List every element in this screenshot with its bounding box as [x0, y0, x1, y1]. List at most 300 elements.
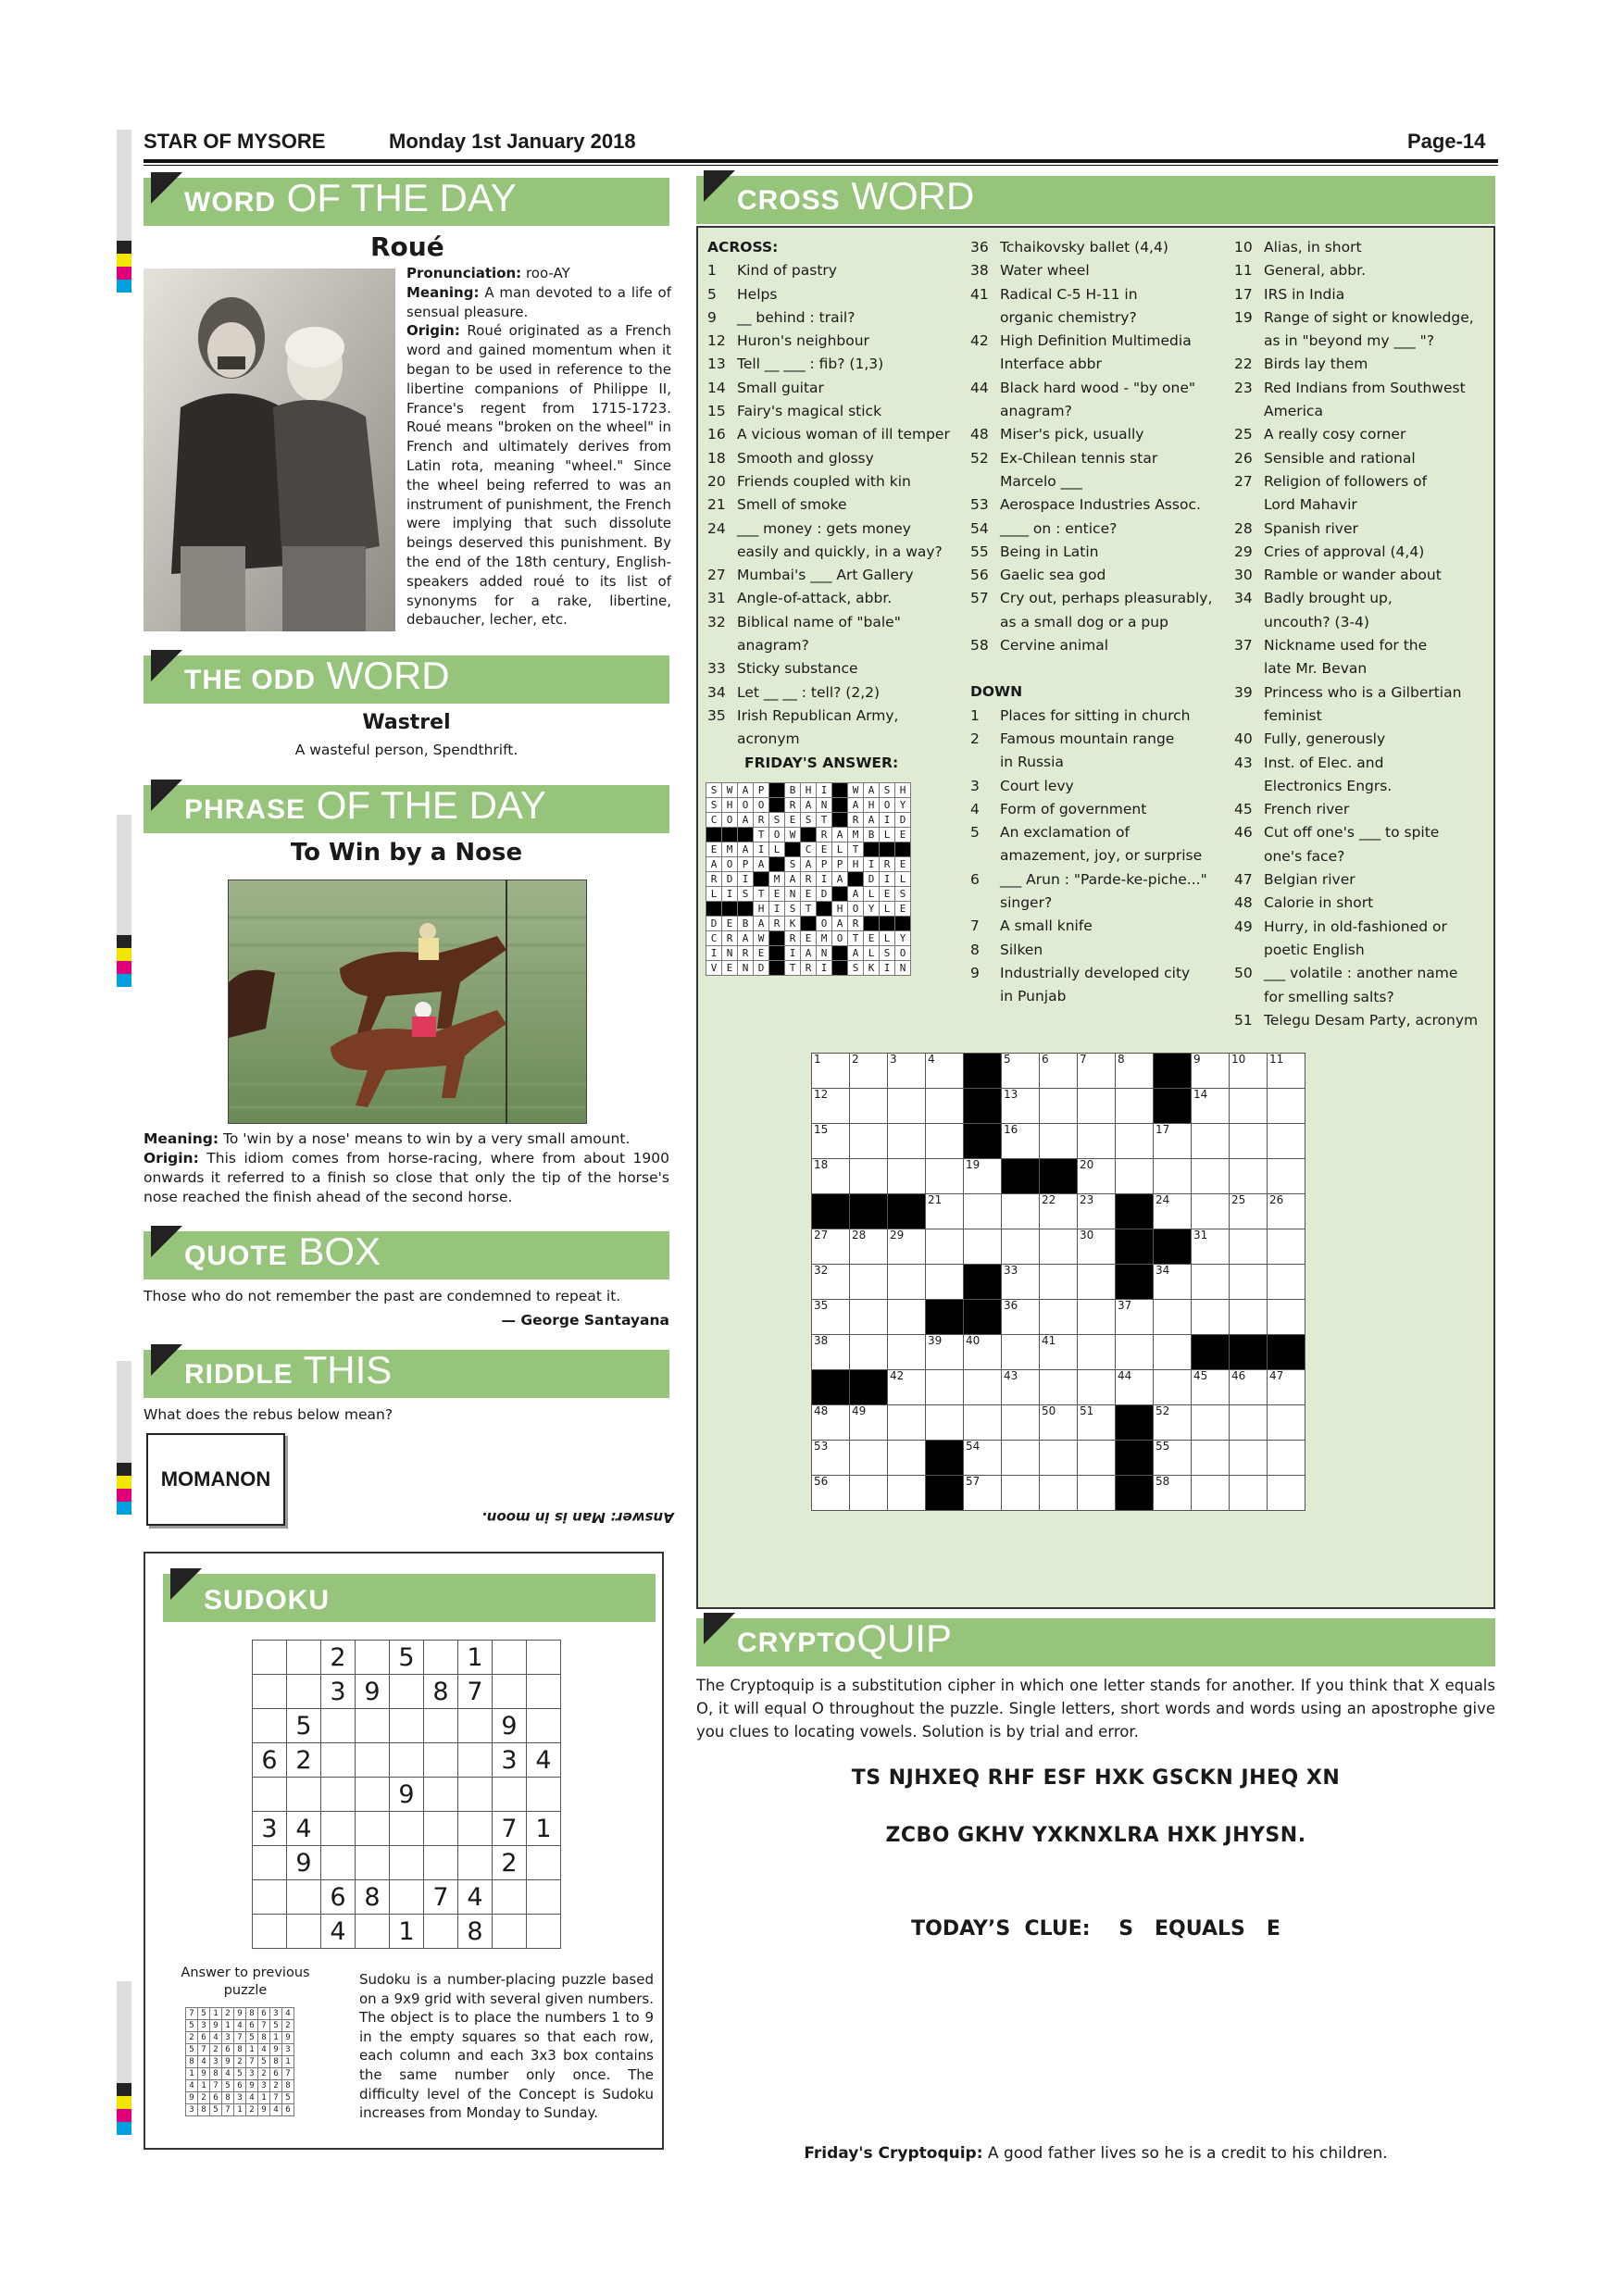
- sudoku-empty-cell[interactable]: [356, 1778, 390, 1812]
- grid-cell[interactable]: [1268, 1124, 1305, 1159]
- sudoku-empty-cell[interactable]: [527, 1641, 561, 1675]
- clue-row: [1234, 868, 1478, 892]
- clue-row: [970, 728, 1212, 751]
- grid-cell[interactable]: [1002, 1370, 1040, 1405]
- black-square: [769, 857, 785, 872]
- grid-cell[interactable]: [926, 1405, 964, 1441]
- grid-cell[interactable]: [1040, 1335, 1078, 1370]
- grid-cell[interactable]: [1078, 1476, 1116, 1511]
- grid-cell[interactable]: [1078, 1124, 1116, 1159]
- sudoku-empty-cell[interactable]: [321, 1846, 356, 1880]
- answer-letter: T: [754, 887, 769, 902]
- sudoku-empty-cell[interactable]: [527, 1709, 561, 1743]
- grid-cell[interactable]: [926, 1159, 964, 1194]
- sudoku-empty-cell[interactable]: [390, 1812, 424, 1846]
- clue-number: 44: [970, 379, 989, 396]
- sudoku-empty-cell[interactable]: [253, 1778, 287, 1812]
- grid-cell[interactable]: [1192, 1159, 1230, 1194]
- answer-letter: R: [848, 813, 864, 828]
- grid-cell[interactable]: [850, 1159, 888, 1194]
- grid-cell[interactable]: [1002, 1265, 1040, 1300]
- crossword-grid[interactable]: [811, 1053, 1305, 1511]
- sudoku-empty-cell[interactable]: [493, 1778, 527, 1812]
- grid-cell[interactable]: [1230, 1265, 1268, 1300]
- grid-cell[interactable]: [964, 1159, 1002, 1194]
- clue-number: 48: [1234, 894, 1253, 912]
- grid-cell[interactable]: [1078, 1229, 1116, 1265]
- answer-letter: A: [785, 872, 801, 887]
- sudoku-empty-cell[interactable]: [253, 1915, 287, 1949]
- grid-cell[interactable]: [888, 1476, 926, 1511]
- clue-number: 52: [970, 449, 989, 467]
- grid-cell[interactable]: [964, 1194, 1002, 1229]
- sudoku-empty-cell[interactable]: [458, 1709, 493, 1743]
- sudoku-empty-cell[interactable]: [253, 1709, 287, 1743]
- grid-cell[interactable]: [1116, 1300, 1154, 1335]
- black-square: [864, 917, 880, 931]
- grid-cell[interactable]: [1040, 1089, 1078, 1124]
- clue-number: [1234, 657, 1264, 680]
- grid-cell[interactable]: [964, 1476, 1002, 1511]
- grid-cell[interactable]: [888, 1370, 926, 1405]
- sudoku-given: 2: [493, 1846, 527, 1880]
- grid-cell[interactable]: [1078, 1370, 1116, 1405]
- grid-cell[interactable]: [812, 1405, 850, 1441]
- grid-cell[interactable]: [1040, 1300, 1078, 1335]
- grid-cell[interactable]: [812, 1476, 850, 1511]
- black-square: [1116, 1229, 1154, 1265]
- grid-cell[interactable]: [812, 1159, 850, 1194]
- answer-letter: Y: [895, 798, 911, 813]
- sudoku-empty-cell[interactable]: [356, 1846, 390, 1880]
- answer-letter: E: [706, 842, 722, 857]
- sudoku-empty-cell[interactable]: [458, 1812, 493, 1846]
- cell-number: 1: [814, 1053, 821, 1066]
- grid-cell[interactable]: [812, 1124, 850, 1159]
- sudoku-grid: [252, 1640, 561, 1949]
- across-clues-col2: [970, 236, 1212, 1009]
- grid-cell[interactable]: [1192, 1300, 1230, 1335]
- grid-cell[interactable]: [1078, 1159, 1116, 1194]
- grid-cell[interactable]: [1040, 1265, 1078, 1300]
- sudoku-empty-cell[interactable]: [527, 1915, 561, 1949]
- sudoku-empty-cell[interactable]: [390, 1675, 424, 1709]
- grid-cell[interactable]: [1268, 1370, 1305, 1405]
- grid-cell[interactable]: [1002, 1089, 1040, 1124]
- sudoku-given: 1: [390, 1915, 424, 1949]
- grid-cell[interactable]: [1268, 1476, 1305, 1511]
- grid-cell[interactable]: [1040, 1229, 1078, 1265]
- cell-number: 28: [852, 1229, 867, 1242]
- clue-text: Sensible and rational: [1264, 449, 1416, 467]
- grid-cell[interactable]: [1040, 1476, 1078, 1511]
- grid-cell[interactable]: [964, 1441, 1002, 1476]
- clue-text: An exclamation of: [1000, 824, 1130, 842]
- grid-cell[interactable]: [1116, 1335, 1154, 1370]
- grid-cell[interactable]: [1116, 1054, 1154, 1089]
- grid-cell[interactable]: [1040, 1194, 1078, 1229]
- sudoku-empty-cell[interactable]: [424, 1915, 458, 1949]
- grid-cell[interactable]: [1230, 1159, 1268, 1194]
- answer-letter: D: [722, 872, 738, 887]
- header-rule-thin: [144, 165, 1498, 166]
- grid-cell[interactable]: [1154, 1300, 1192, 1335]
- grid-cell[interactable]: [1040, 1405, 1078, 1441]
- grid-cell[interactable]: [1040, 1370, 1078, 1405]
- grid-cell[interactable]: [1192, 1229, 1230, 1265]
- grid-cell[interactable]: [964, 1229, 1002, 1265]
- prev-answer-digit: 4: [222, 2068, 234, 2080]
- grid-cell[interactable]: [1230, 1089, 1268, 1124]
- sudoku-empty-cell[interactable]: [390, 1880, 424, 1915]
- clue-row: [707, 634, 950, 657]
- grid-cell[interactable]: [1192, 1370, 1230, 1405]
- grid-cell[interactable]: [888, 1054, 926, 1089]
- grid-cell[interactable]: [926, 1265, 964, 1300]
- clue-text: Interface abbr: [1000, 356, 1102, 373]
- black-square: [926, 1441, 964, 1476]
- cryptoquip-banner: CRYPTOQUIP: [696, 1618, 1495, 1666]
- prev-answer-digit: 2: [210, 2044, 222, 2056]
- color-registration-strip: [117, 1361, 131, 1515]
- grid-cell[interactable]: [926, 1194, 964, 1229]
- grid-cell[interactable]: [1040, 1054, 1078, 1089]
- grid-cell[interactable]: [888, 1300, 926, 1335]
- grid-cell[interactable]: [812, 1300, 850, 1335]
- quote-banner: QUOTE BOX: [144, 1231, 669, 1279]
- sudoku-empty-cell[interactable]: [527, 1778, 561, 1812]
- grid-cell[interactable]: [1002, 1124, 1040, 1159]
- sudoku-empty-cell[interactable]: [356, 1709, 390, 1743]
- clue-row: [1234, 845, 1478, 868]
- answer-letter: W: [754, 931, 769, 946]
- answer-letter: M: [769, 872, 785, 887]
- grid-cell[interactable]: [1192, 1441, 1230, 1476]
- grid-cell[interactable]: [850, 1300, 888, 1335]
- clue-number: [1234, 400, 1264, 423]
- sudoku-empty-cell[interactable]: [253, 1641, 287, 1675]
- sudoku-empty-cell[interactable]: [493, 1915, 527, 1949]
- prev-answer-digit: 8: [222, 2092, 234, 2104]
- grid-cell[interactable]: [1192, 1405, 1230, 1441]
- sudoku-given: 6: [321, 1880, 356, 1915]
- grid-cell[interactable]: [1078, 1265, 1116, 1300]
- clue-row: [707, 681, 950, 705]
- sudoku-given: 9: [493, 1709, 527, 1743]
- grid-cell[interactable]: [1002, 1476, 1040, 1511]
- answer-letter: I: [785, 946, 801, 961]
- grid-cell[interactable]: [1078, 1194, 1116, 1229]
- grid-cell[interactable]: [888, 1159, 926, 1194]
- sudoku-empty-cell[interactable]: [527, 1675, 561, 1709]
- sudoku-empty-cell[interactable]: [527, 1880, 561, 1915]
- grid-cell[interactable]: [1040, 1124, 1078, 1159]
- sudoku-empty-cell[interactable]: [321, 1812, 356, 1846]
- sudoku-empty-cell[interactable]: [424, 1778, 458, 1812]
- grid-cell[interactable]: [1192, 1476, 1230, 1511]
- prev-answer-digit: 3: [222, 2032, 234, 2044]
- sudoku-empty-cell[interactable]: [493, 1880, 527, 1915]
- grid-cell[interactable]: [1078, 1300, 1116, 1335]
- grid-cell[interactable]: [1230, 1194, 1268, 1229]
- clue-text: Miser's pick, usually: [1000, 426, 1144, 443]
- sudoku-empty-cell[interactable]: [287, 1880, 321, 1915]
- clue-row: [707, 377, 950, 400]
- sudoku-empty-cell[interactable]: [424, 1641, 458, 1675]
- grid-cell[interactable]: [1002, 1229, 1040, 1265]
- grid-cell[interactable]: [964, 1405, 1002, 1441]
- answer-letter: E: [801, 931, 817, 946]
- grid-cell[interactable]: [1116, 1370, 1154, 1405]
- sudoku-empty-cell[interactable]: [321, 1709, 356, 1743]
- answer-letter: A: [848, 946, 864, 961]
- answer-letter: D: [864, 872, 880, 887]
- sudoku-empty-cell[interactable]: [287, 1915, 321, 1949]
- black-square: [812, 1370, 850, 1405]
- cell-number: 48: [814, 1404, 829, 1417]
- clue-text: Religion of followers of: [1264, 472, 1428, 490]
- grid-cell[interactable]: [888, 1124, 926, 1159]
- clue-row: [970, 259, 1212, 282]
- grid-cell[interactable]: [1230, 1300, 1268, 1335]
- sudoku-empty-cell[interactable]: [458, 1778, 493, 1812]
- clue-row: [707, 306, 950, 330]
- grid-cell[interactable]: [964, 1370, 1002, 1405]
- clue-number: 56: [970, 567, 989, 584]
- grid-cell[interactable]: [1002, 1405, 1040, 1441]
- sudoku-empty-cell[interactable]: [356, 1743, 390, 1778]
- clue-number: [970, 611, 1000, 634]
- grid-cell[interactable]: [1116, 1124, 1154, 1159]
- answer-letter: A: [706, 857, 722, 872]
- clue-number: 13: [707, 356, 726, 373]
- grid-cell[interactable]: [1078, 1335, 1116, 1370]
- grid-cell[interactable]: [926, 1229, 964, 1265]
- sudoku-empty-cell[interactable]: [458, 1846, 493, 1880]
- grid-cell[interactable]: [1268, 1089, 1305, 1124]
- grid-cell[interactable]: [888, 1229, 926, 1265]
- answer-letter: S: [738, 887, 754, 902]
- grid-cell[interactable]: [1268, 1159, 1305, 1194]
- sudoku-empty-cell[interactable]: [390, 1743, 424, 1778]
- grid-cell[interactable]: [1192, 1054, 1230, 1089]
- answer-letter: L: [880, 931, 895, 946]
- black-square: [964, 1300, 1002, 1335]
- sudoku-empty-cell[interactable]: [287, 1778, 321, 1812]
- sudoku-empty-cell[interactable]: [321, 1778, 356, 1812]
- grid-cell[interactable]: [1040, 1441, 1078, 1476]
- grid-cell[interactable]: [926, 1124, 964, 1159]
- clue-row: [970, 892, 1212, 915]
- clue-row: [707, 657, 950, 680]
- grid-cell[interactable]: [1192, 1124, 1230, 1159]
- sudoku-empty-cell[interactable]: [424, 1812, 458, 1846]
- sudoku-empty-cell[interactable]: [287, 1675, 321, 1709]
- clue-row: [707, 541, 950, 564]
- clue-row: [970, 915, 1212, 938]
- clue-text: ___ money : gets money: [737, 519, 911, 537]
- answer-letter: B: [785, 783, 801, 798]
- clue-text: Form of government: [1000, 800, 1147, 817]
- grid-cell[interactable]: [1268, 1405, 1305, 1441]
- grid-cell[interactable]: [1154, 1441, 1192, 1476]
- sudoku-empty-cell[interactable]: [356, 1915, 390, 1949]
- clue-text: as in "beyond my ___ "?: [1264, 332, 1435, 350]
- black-square: [832, 946, 848, 961]
- grid-cell[interactable]: [1268, 1300, 1305, 1335]
- grid-cell[interactable]: [1078, 1441, 1116, 1476]
- grid-cell[interactable]: [1192, 1194, 1230, 1229]
- grid-cell[interactable]: [964, 1335, 1002, 1370]
- answer-letter: O: [880, 798, 895, 813]
- clue-number: 14: [707, 379, 726, 396]
- grid-cell[interactable]: [812, 1229, 850, 1265]
- grid-cell[interactable]: [1230, 1229, 1268, 1265]
- sudoku-empty-cell[interactable]: [424, 1709, 458, 1743]
- grid-cell[interactable]: [1154, 1476, 1192, 1511]
- grid-cell[interactable]: [1154, 1335, 1192, 1370]
- grid-cell[interactable]: [926, 1089, 964, 1124]
- clue-number: [970, 353, 1000, 376]
- clue-row: [707, 518, 950, 541]
- sudoku-empty-cell[interactable]: [253, 1675, 287, 1709]
- grid-cell[interactable]: [1078, 1054, 1116, 1089]
- grid-cell[interactable]: [850, 1054, 888, 1089]
- grid-cell[interactable]: [1230, 1054, 1268, 1089]
- grid-cell[interactable]: [1230, 1124, 1268, 1159]
- clue-text: Badly brought up,: [1264, 590, 1393, 607]
- clue-number: 39: [1234, 683, 1253, 701]
- clue-text: Inst. of Elec. and: [1264, 754, 1384, 771]
- grid-cell[interactable]: [1002, 1335, 1040, 1370]
- answer-letter: A: [738, 783, 754, 798]
- sudoku-empty-cell[interactable]: [458, 1743, 493, 1778]
- grid-cell[interactable]: [1230, 1441, 1268, 1476]
- sudoku-empty-cell[interactable]: [287, 1641, 321, 1675]
- grid-cell[interactable]: [850, 1441, 888, 1476]
- grid-cell[interactable]: [1154, 1159, 1192, 1194]
- grid-cell[interactable]: [1078, 1089, 1116, 1124]
- down-heading: DOWN: [970, 683, 1023, 701]
- cell-number: 45: [1193, 1369, 1208, 1382]
- clue-number: 51: [1234, 1011, 1253, 1029]
- grid-cell[interactable]: [888, 1089, 926, 1124]
- sudoku-empty-cell[interactable]: [493, 1641, 527, 1675]
- grid-cell[interactable]: [850, 1335, 888, 1370]
- grid-cell[interactable]: [888, 1405, 926, 1441]
- sudoku-given: 2: [321, 1641, 356, 1675]
- clue-number: [1234, 845, 1264, 868]
- prev-answer-digit: 9: [234, 2008, 246, 2020]
- grid-cell[interactable]: [850, 1265, 888, 1300]
- answer-letter: H: [754, 902, 769, 917]
- prev-answer-digit: 2: [258, 2068, 270, 2080]
- grid-cell[interactable]: [812, 1441, 850, 1476]
- prev-answer-digit: 6: [258, 2008, 270, 2020]
- grid-cell[interactable]: [926, 1335, 964, 1370]
- clue-number: [707, 728, 737, 751]
- sudoku-empty-cell[interactable]: [253, 1880, 287, 1915]
- grid-cell[interactable]: [1192, 1265, 1230, 1300]
- sudoku-empty-cell[interactable]: [493, 1675, 527, 1709]
- grid-cell[interactable]: [1268, 1194, 1305, 1229]
- grid-cell[interactable]: [1002, 1194, 1040, 1229]
- grid-cell[interactable]: [1230, 1405, 1268, 1441]
- grid-cell[interactable]: [850, 1124, 888, 1159]
- grid-cell[interactable]: [812, 1089, 850, 1124]
- grid-cell[interactable]: [1002, 1054, 1040, 1089]
- sudoku-empty-cell[interactable]: [527, 1846, 561, 1880]
- grid-cell[interactable]: [1268, 1265, 1305, 1300]
- clue-text: Hurry, in old-fashioned or: [1264, 917, 1447, 935]
- prev-answer-digit: 1: [246, 2044, 258, 2056]
- grid-cell[interactable]: [812, 1054, 850, 1089]
- grid-cell[interactable]: [1268, 1229, 1305, 1265]
- grid-cell[interactable]: [850, 1089, 888, 1124]
- grid-cell[interactable]: [1192, 1089, 1230, 1124]
- sudoku-empty-cell[interactable]: [424, 1846, 458, 1880]
- grid-cell[interactable]: [1230, 1476, 1268, 1511]
- cryptoquip-intro: The Cryptoquip is a substitution cipher in which one letter stands for another. If you think that X equals O, it will equal O throughout the puzzle. Single letters, short words and words using an apostrophe give you clues to locating vowels. Solution is by trial and error.: [696, 1677, 1495, 1741]
- sudoku-empty-cell[interactable]: [424, 1743, 458, 1778]
- sudoku-empty-cell[interactable]: [321, 1743, 356, 1778]
- clue-row: [970, 493, 1212, 517]
- grid-cell[interactable]: [850, 1476, 888, 1511]
- grid-cell[interactable]: [850, 1229, 888, 1265]
- sudoku-given: 3: [493, 1743, 527, 1778]
- grid-cell[interactable]: [926, 1054, 964, 1089]
- answer-letter: O: [769, 828, 785, 842]
- sudoku-empty-cell[interactable]: [390, 1846, 424, 1880]
- sudoku-given: 7: [493, 1812, 527, 1846]
- grid-cell[interactable]: [888, 1441, 926, 1476]
- grid-cell[interactable]: [850, 1405, 888, 1441]
- grid-cell[interactable]: [1230, 1370, 1268, 1405]
- grid-cell[interactable]: [1154, 1405, 1192, 1441]
- grid-cell[interactable]: [812, 1335, 850, 1370]
- grid-cell[interactable]: [812, 1265, 850, 1300]
- grid-cell[interactable]: [1116, 1159, 1154, 1194]
- sudoku-empty-cell[interactable]: [356, 1812, 390, 1846]
- grid-cell[interactable]: [1154, 1265, 1192, 1300]
- sudoku-empty-cell[interactable]: [253, 1846, 287, 1880]
- grid-cell[interactable]: [1154, 1194, 1192, 1229]
- grid-cell[interactable]: [1078, 1405, 1116, 1441]
- grid-cell[interactable]: [926, 1370, 964, 1405]
- prev-answer-digit: 6: [210, 2092, 222, 2104]
- answer-letter: E: [769, 887, 785, 902]
- grid-cell[interactable]: [1154, 1124, 1192, 1159]
- prev-answer-digit: 5: [198, 2008, 210, 2020]
- grid-cell[interactable]: [1116, 1089, 1154, 1124]
- grid-cell[interactable]: [888, 1335, 926, 1370]
- grid-cell[interactable]: [1002, 1441, 1040, 1476]
- sudoku-empty-cell[interactable]: [356, 1641, 390, 1675]
- clue-number: 4: [970, 800, 980, 817]
- grid-cell[interactable]: [1268, 1054, 1305, 1089]
- grid-cell[interactable]: [888, 1265, 926, 1300]
- clue-text: Helps: [737, 285, 778, 303]
- black-square: [850, 1370, 888, 1405]
- grid-cell[interactable]: [1268, 1441, 1305, 1476]
- clue-text: French river: [1264, 801, 1350, 818]
- sudoku-empty-cell[interactable]: [390, 1709, 424, 1743]
- answer-letter: I: [880, 872, 895, 887]
- clue-text: Kind of pastry: [737, 262, 837, 280]
- grid-cell[interactable]: [1002, 1300, 1040, 1335]
- odd-word-banner: THE ODD WORD: [144, 655, 669, 704]
- grid-cell[interactable]: [1154, 1370, 1192, 1405]
